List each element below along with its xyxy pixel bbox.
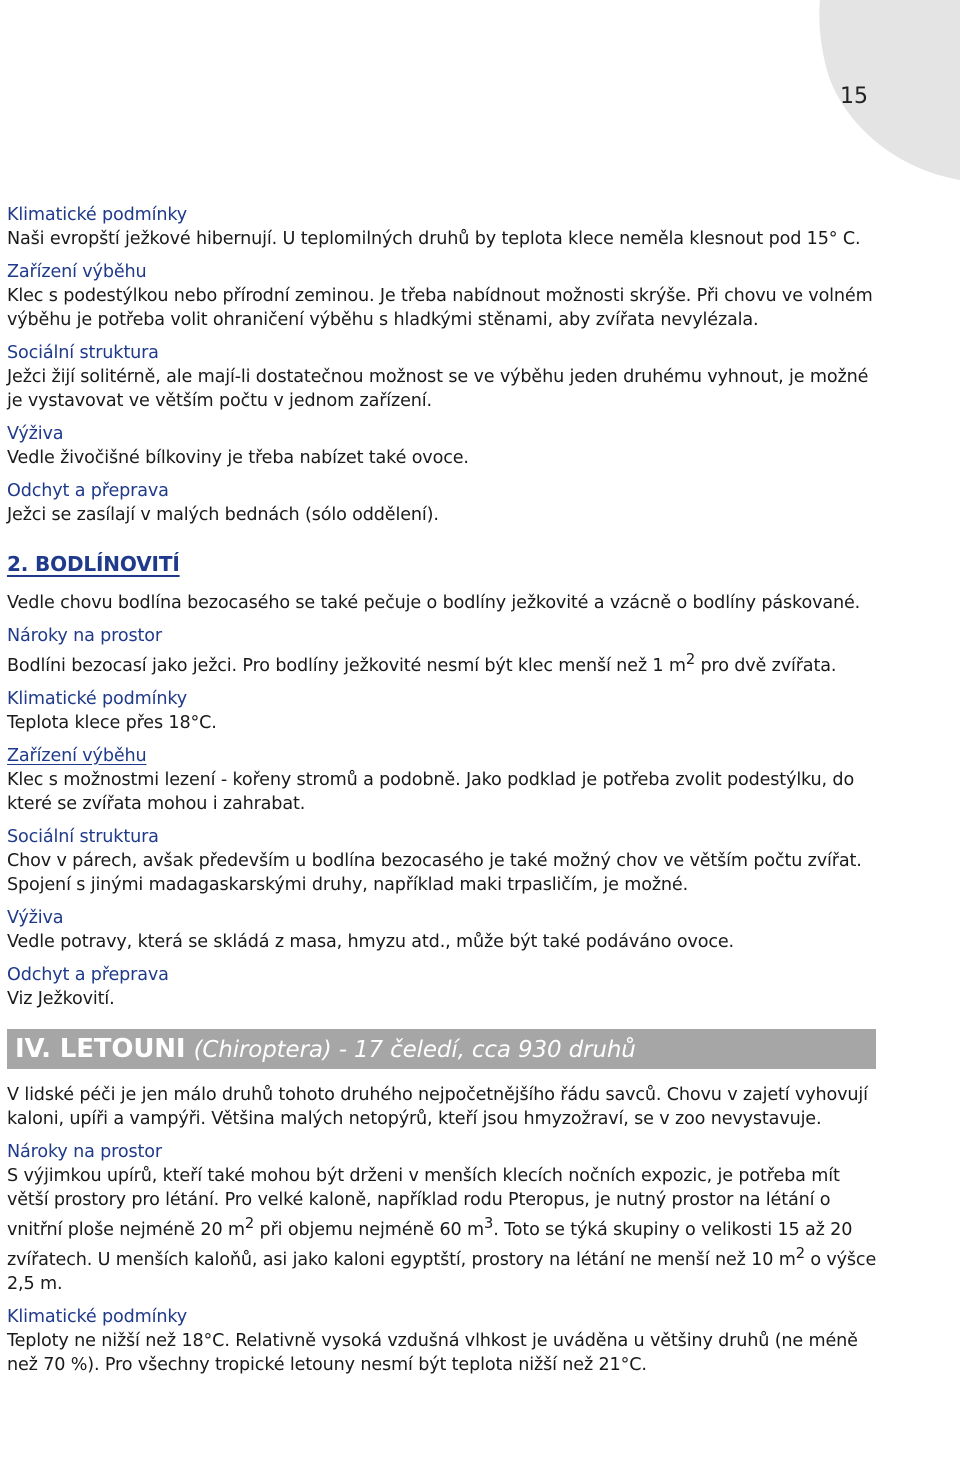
superscript-2a: 2 [244,1214,255,1232]
text-s2-transport: Viz Ježkovití. [7,988,115,1009]
superscript-2b: 2 [795,1244,805,1262]
heading-s2-space: Nároky na prostor [7,626,162,646]
superscript-3: 3 [484,1214,494,1232]
text-s2-climate: Teplota klece přes 18°C. [7,712,217,733]
heading-s4-climate: Klimatické podmínky [7,1306,188,1327]
page-number: 15 [840,84,868,109]
text-s2-intro: Vedle chovu bodlína bezocasého se také pečuje o bodlíny ježkovité a vzácně o bodlíny páskované. [7,593,861,613]
text-food: Vedle živočišné bílkoviny je třeba nabízet také ovoce. [7,448,469,468]
heading-s2-social: Sociální struktura [7,826,159,847]
text-s4-intro: V lidské péči je jen málo druhů tohoto druhého nejpočetnějšího řádu savců. Chovu v zajetí vyhovují kaloni, upíři a vampýři. Většina malých netopýrů, kteří jsou hmyzožraví, se v zoo nevystavuje. [7,1084,868,1129]
corner-leaf-decoration [780,0,960,180]
heading-social: Sociální struktura [7,343,159,363]
heading-s2-enclosure: Zařízení výběhu [7,745,147,766]
text-s4-space-c: . Toto se týká skupiny o velikosti 15 až 20 zvířatech. U menších kaloňů, asi jako kaloni egyptští, prostory na létání ne menší než 10 m [7,1219,853,1270]
section-banner-letouni [7,1029,876,1069]
banner-bold-title: IV. LETOUNI [15,1033,186,1064]
heading-food: Výživa [7,424,64,444]
banner-italic-subtitle: (Chiroptera) - 17 čeledí, cca 930 druhů [193,1036,636,1063]
heading-transport: Odchyt a přeprava [7,481,169,501]
text-s2-social: Chov v párech, avšak především u bodlína bezocasého je také možný chov ve větším počtu zvířat. Spojení s jinými madagaskarskými druhy, například maki trpasličím, je možné. [7,850,862,895]
text-transport: Ježci se zasílají v malých bednách (sólo oddělení). [7,505,439,525]
heading-enclosure: Zařízení výběhu [7,262,147,282]
superscript-2: 2 [685,651,696,668]
heading-s2-climate: Klimatické podmínky [7,688,188,709]
text-climate: Naši evropští ježkové hibernují. U teplomilných druhů by teplota klece neměla klesnout pod 15° C. [7,229,861,249]
section-title-bodlinoviti: 2. BODLÍNOVITÍ [7,552,180,576]
text-s4-space-b: při objemu nejméně 60 m [254,1219,485,1240]
heading-s2-food: Výživa [7,907,64,928]
text-s4-space-a: S výjimkou upírů, kteří také mohou být drženi v menších klecích nočních expozic, je potřeba mít větší prostory pro létání. Pro velké kaloně, například rodu Pteropus, je nutný prostor na létání o vnitřní ploše nejméně 20 m [7,1165,840,1240]
text-s4-space [7,1164,879,1296]
document-body [7,203,879,1377]
text-s2-space [7,648,879,678]
text-s2-space-b: pro dvě zvířata. [695,655,837,676]
heading-s2-transport: Odchyt a přeprava [7,964,169,985]
text-s4-climate: Teploty ne nižší než 18°C. Relativně vysoká vzdušná vlhkost je uváděna u většiny druhů (ne méně než 70 %). Pro všechny tropické letouny nesmí být teplota nižší než 21°C. [7,1330,858,1375]
text-s4-space-d: o výšce 2,5 m. [7,1249,877,1294]
heading-climate: Klimatické podmínky [7,205,188,225]
text-s2-space-a: Bodlíni bezocasí jako ježci. Pro bodlíny ježkovité nesmí být klec menší než 1 m [7,655,686,676]
text-s2-food: Vedle potravy, která se skládá z masa, hmyzu atd., může být také podáváno ovoce. [7,931,734,952]
heading-s4-space: Nároky na prostor [7,1141,162,1162]
text-s2-enclosure: Klec s možnostmi lezení - kořeny stromů a podobně. Jako podklad je potřeba zvolit podestýlku, do které se zvířata mohou i zahrabat. [7,769,855,814]
text-social: Ježci žijí solitérně, ale mají-li dostatečnou možnost se ve výběhu jeden druhému vyhnout, je možné je vystavovat ve větším počtu v jednom zařízení. [7,367,869,411]
text-enclosure: Klec s podestýlkou nebo přírodní zeminou. Je třeba nabídnout možnosti skrýše. Při chovu ve volném výběhu je potřeba volit ohraničení výběhu s hladkými stěnami, aby zvířata nevylézala. [7,286,873,330]
